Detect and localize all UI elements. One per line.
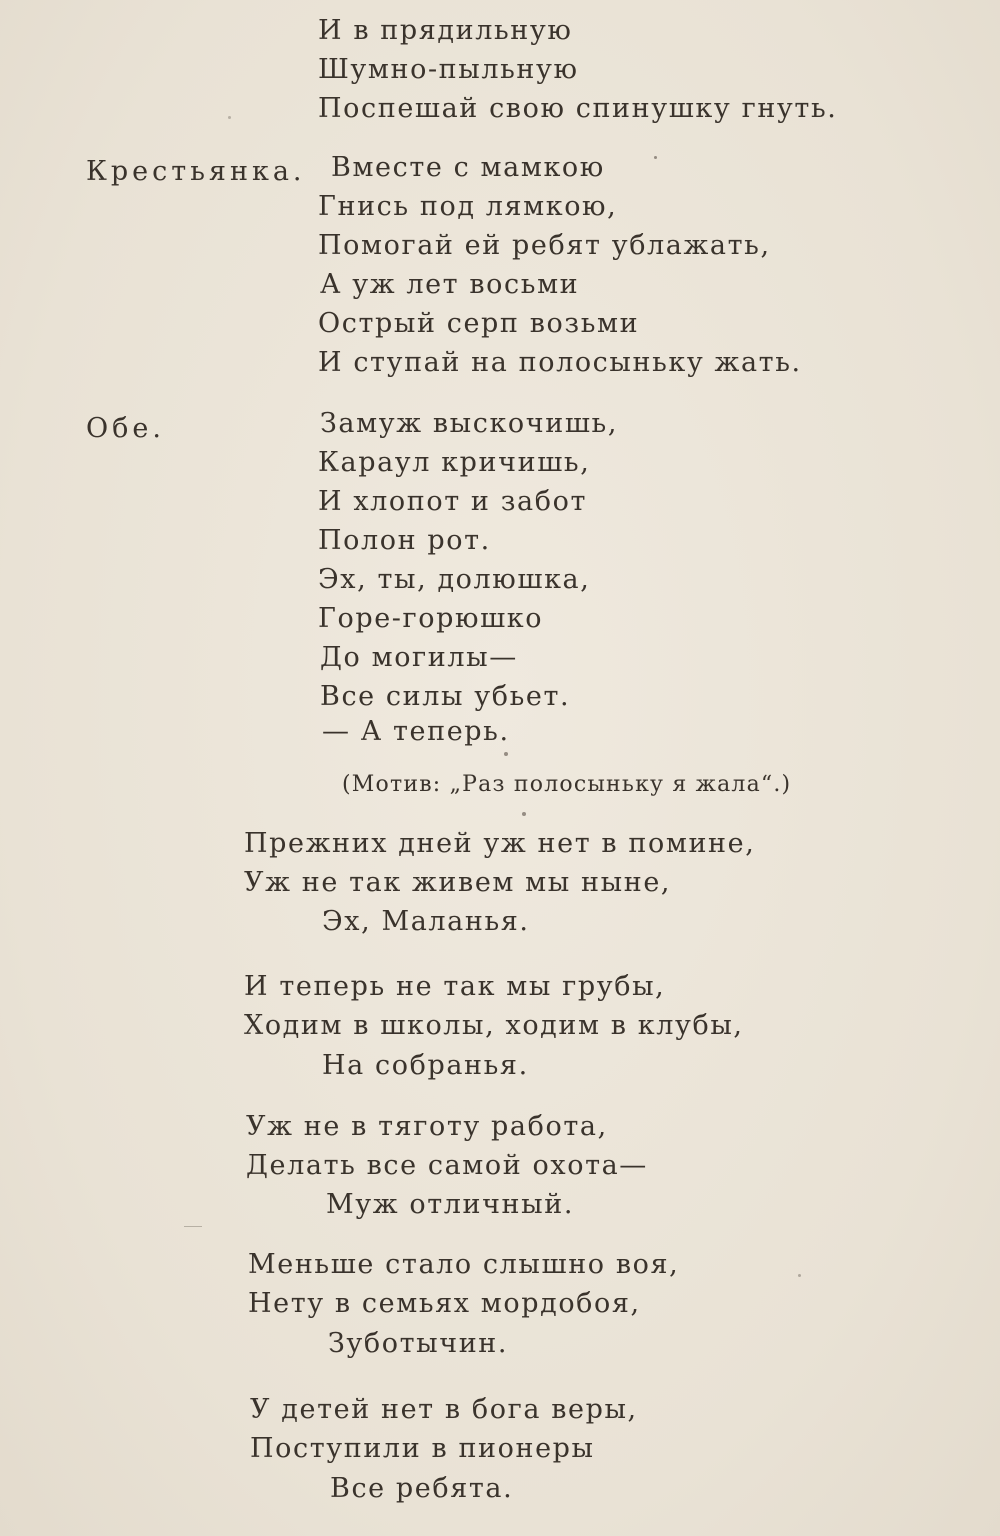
verse-line: Полон рот. <box>318 525 491 556</box>
stanza-line: И теперь не так мы грубы, <box>244 971 666 1002</box>
stanza-line: Все ребята. <box>330 1473 514 1504</box>
stanza-line: На собранья. <box>322 1050 529 1081</box>
verse-line: Поспешай свою спинушку гнуть. <box>318 93 838 124</box>
stanza-line: У детей нет в бога веры, <box>250 1394 638 1425</box>
paper-speck <box>504 752 508 756</box>
verse-line: Эх, ты, долюшка, <box>318 564 591 595</box>
paper-speck <box>522 812 526 816</box>
verse-line: Горе-горюшко <box>318 603 544 634</box>
paper-speck <box>228 116 231 119</box>
motif-note: (Мотив: „Раз полосыньку я жала“.) <box>342 772 792 797</box>
stanza-line: Меньше стало слышно воя, <box>248 1249 680 1280</box>
stanza-line: Прежних дней уж нет в помине, <box>244 828 756 859</box>
verse-line: Гнись под лямкою, <box>318 191 618 222</box>
stanza-line: Эх, Маланья. <box>322 906 530 937</box>
verse-line: Караул кричишь, <box>318 447 591 478</box>
verse-line: А уж лет восьми <box>320 269 580 300</box>
verse-line: Шумно-пыльную <box>318 54 579 85</box>
stanza-line: Муж отличный. <box>326 1189 575 1220</box>
verse-line: Вместе с мамкою <box>331 152 605 183</box>
stanza-line: Зуботычин. <box>328 1328 509 1359</box>
verse-line: — А теперь. <box>322 716 510 747</box>
stanza-line: Нету в семьях мордобоя, <box>248 1288 641 1319</box>
paper-speck <box>184 1226 202 1227</box>
verse-line: И хлопот и забот <box>318 486 587 517</box>
stanza-line: Уж не так живем мы ныне, <box>244 867 672 898</box>
verse-line: Все силы убьет. <box>320 681 571 712</box>
verse-line: До могилы— <box>320 642 518 673</box>
speaker-label: Обе. <box>86 413 165 444</box>
stanza-line: Поступили в пионеры <box>250 1433 595 1464</box>
verse-line: Помогай ей ребят ублажать, <box>318 230 771 261</box>
paper-speck <box>798 1274 801 1277</box>
verse-line: Острый серп возьми <box>318 308 640 339</box>
verse-line: И ступай на полосыньку жать. <box>318 347 802 378</box>
stanza-line: Делать все самой охота— <box>246 1150 648 1181</box>
verse-line: Замуж выскочишь, <box>320 408 618 439</box>
speaker-label: Крестьянка. <box>86 156 306 187</box>
stanza-line: Уж не в тяготу работа, <box>246 1111 608 1142</box>
stanza-line: Ходим в школы, ходим в клубы, <box>244 1010 744 1041</box>
paper-speck <box>654 156 657 159</box>
verse-line: И в прядильную <box>318 15 573 46</box>
